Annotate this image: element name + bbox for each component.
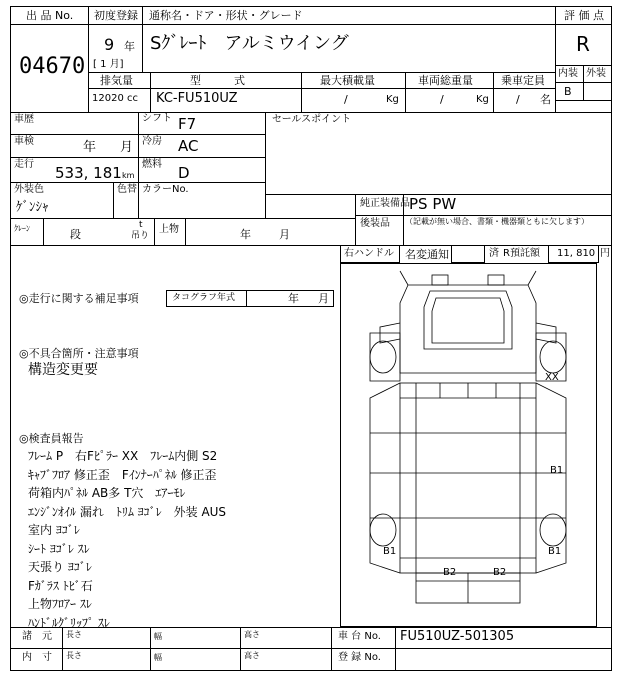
inspector-line: 室内 ﾖｺﾞﾚ: [28, 523, 80, 537]
score: R: [576, 32, 590, 56]
gvw-value: /: [440, 93, 444, 106]
equipment-label: 純正装備品: [360, 198, 410, 209]
max-load-unit: Kg: [386, 94, 399, 105]
fuel-label: 燃料: [142, 159, 162, 170]
inner-height-label: 高さ: [244, 651, 260, 660]
aftermarket-note: （記載が無い場合、書類・機器類ともに欠します）: [405, 217, 589, 226]
lot-no: 04670: [19, 54, 86, 79]
lift-month: 月: [279, 228, 290, 241]
inspector-notes: [28, 447, 226, 632]
damage-mark-b1-right-side: B1: [550, 465, 564, 476]
tacho-month: 月: [318, 292, 329, 305]
score-label: 評 価 点: [564, 9, 604, 22]
exterior-label: 外装: [586, 68, 606, 79]
sales-point-label: セールスポイント: [272, 114, 352, 125]
steering: 右ハンドル: [344, 248, 394, 259]
inner-label: 内 寸: [22, 652, 52, 663]
inner-length-label: 長さ: [66, 651, 82, 660]
driving-label: ◎走行に関する補足事項: [19, 292, 139, 305]
damage-mark-b1-left-rear: B1: [383, 546, 397, 557]
grade-name: Sｸﾞﾚｰﾄ アルミウイング: [150, 33, 349, 54]
lot-no-label: 出 品 No.: [26, 9, 74, 22]
gvw-unit: Kg: [476, 94, 489, 105]
shift-label: シフト: [142, 113, 172, 124]
damage-mark-b2-rear-right: B2: [493, 567, 507, 578]
inspector-line: 荷箱内ﾊﾟﾈﾙ AB多 T穴 ｴｱｰﾓﾚ: [28, 486, 186, 500]
capacity-value: /: [516, 93, 520, 106]
first-reg-year-unit: 年: [124, 40, 135, 53]
mileage: 533, 181: [55, 164, 122, 182]
reg-label: 登 録 No.: [338, 652, 381, 663]
ac: AC: [178, 137, 199, 155]
interior-score: B: [564, 85, 572, 98]
recycle-unit: 円: [600, 248, 610, 259]
max-load-label: 最大積載量: [320, 74, 375, 87]
damage-mark-b1-right-rear: B1: [548, 546, 562, 557]
damage-mark-xx: XX: [545, 372, 559, 383]
fuel: D: [178, 164, 190, 182]
dims-length-label: 長さ: [66, 630, 82, 639]
first-reg-label: 初度登録: [94, 9, 138, 22]
inspector-line: Fｶﾞﾗｽ ﾄﾋﾞ石: [28, 578, 93, 593]
capacity-label: 乗車定員: [501, 74, 545, 87]
capacity-unit: 名: [540, 93, 551, 106]
damage-mark-b2-rear-left: B2: [443, 567, 457, 578]
defect-label: ◎不具合箇所・注意事項: [19, 347, 139, 360]
inspection-label: 車検: [14, 136, 34, 147]
shift: F7: [178, 115, 197, 133]
inspector-line: ｼｰﾄ ﾖｺﾞﾚ ｽﾚ: [28, 541, 90, 556]
inner-width-label: 幅: [154, 653, 162, 662]
interior-label: 内装: [558, 68, 578, 79]
inspector-line: ｷｬﾌﾞﾌﾛｱ 修正歪 Fｲﾝﾅｰﾊﾟﾈﾙ 修正歪: [28, 467, 217, 482]
dims-height-label: 高さ: [244, 630, 260, 639]
inspector-line: ﾌﾚｰﾑ P 右Fﾋﾟﾗｰ XX ﾌﾚｰﾑ内側 S2: [28, 449, 218, 463]
mileage-label: 走行: [14, 159, 34, 170]
inspector-line: 上物ﾌﾛｱｰ ｽﾚ: [28, 597, 92, 611]
recycle-amount: 11, 810: [557, 248, 596, 259]
crane-stage: 段: [70, 228, 81, 241]
aftermarket-label: 後装品: [360, 218, 390, 229]
equipment: PS PW: [409, 195, 457, 213]
dims-label: 諸 元: [22, 631, 52, 642]
inspector-line: ｴﾝｼﾞﾝｵｲﾙ 漏れ ﾄﾘﾑ ﾖｺﾞﾚ 外装 AUS: [28, 504, 227, 519]
lift-year: 年: [240, 228, 251, 241]
displacement-label: 排気量: [100, 74, 133, 87]
max-load-value: /: [344, 93, 348, 106]
dims-width-label: 幅: [154, 632, 162, 641]
model-label: 型 式: [190, 74, 245, 87]
color-label: 外装色: [14, 184, 44, 195]
model: KC-FU510UZ: [156, 91, 238, 106]
name-label: 通称名・ドア・形状・グレード: [149, 9, 303, 22]
recycle-label: R預託額: [503, 248, 540, 259]
truck-diagram: [340, 263, 596, 626]
displacement: 12020 cc: [92, 93, 138, 104]
inspection-month-unit: 月: [120, 140, 134, 155]
defect-text: 構造変更要: [28, 362, 98, 378]
crane-label: ｸﾚｰﾝ: [14, 224, 30, 233]
chassis-label: 車 台 No.: [338, 631, 381, 642]
inspector-line: ﾊﾝﾄﾞﾙｸﾞﾘｯﾌﾟ ｽﾚ: [28, 615, 110, 630]
crane-ton: t: [139, 220, 143, 230]
first-reg-month: [ 1 月]: [93, 59, 124, 70]
crane-hang: 吊り: [131, 231, 150, 241]
mileage-unit: km: [122, 171, 135, 180]
inspector-line: 天張り ﾖｺﾞﾚ: [28, 560, 92, 574]
first-reg-year: 9: [104, 35, 115, 54]
inspection-year-unit: 年: [83, 140, 97, 155]
gvw-label: 車両総重量: [418, 74, 473, 87]
inspector-label: ◎検査員報告: [19, 432, 84, 445]
tacho-year: 年: [288, 292, 299, 305]
ac-label: 冷房: [142, 136, 162, 147]
tacho-label: タコグラフ年式: [172, 293, 236, 303]
name-change-label: 名変通知: [405, 248, 449, 261]
color: ｹﾞﾝｼｬ: [16, 200, 49, 215]
color-code-label: カラーNo.: [142, 184, 189, 195]
chassis-no: FU510UZ-501305: [400, 629, 515, 644]
lift-label: 上物: [159, 224, 179, 235]
history-label: 車歴: [14, 114, 34, 125]
color-no-label: 色替: [117, 184, 137, 195]
recycle-prefix: 済: [489, 248, 499, 259]
